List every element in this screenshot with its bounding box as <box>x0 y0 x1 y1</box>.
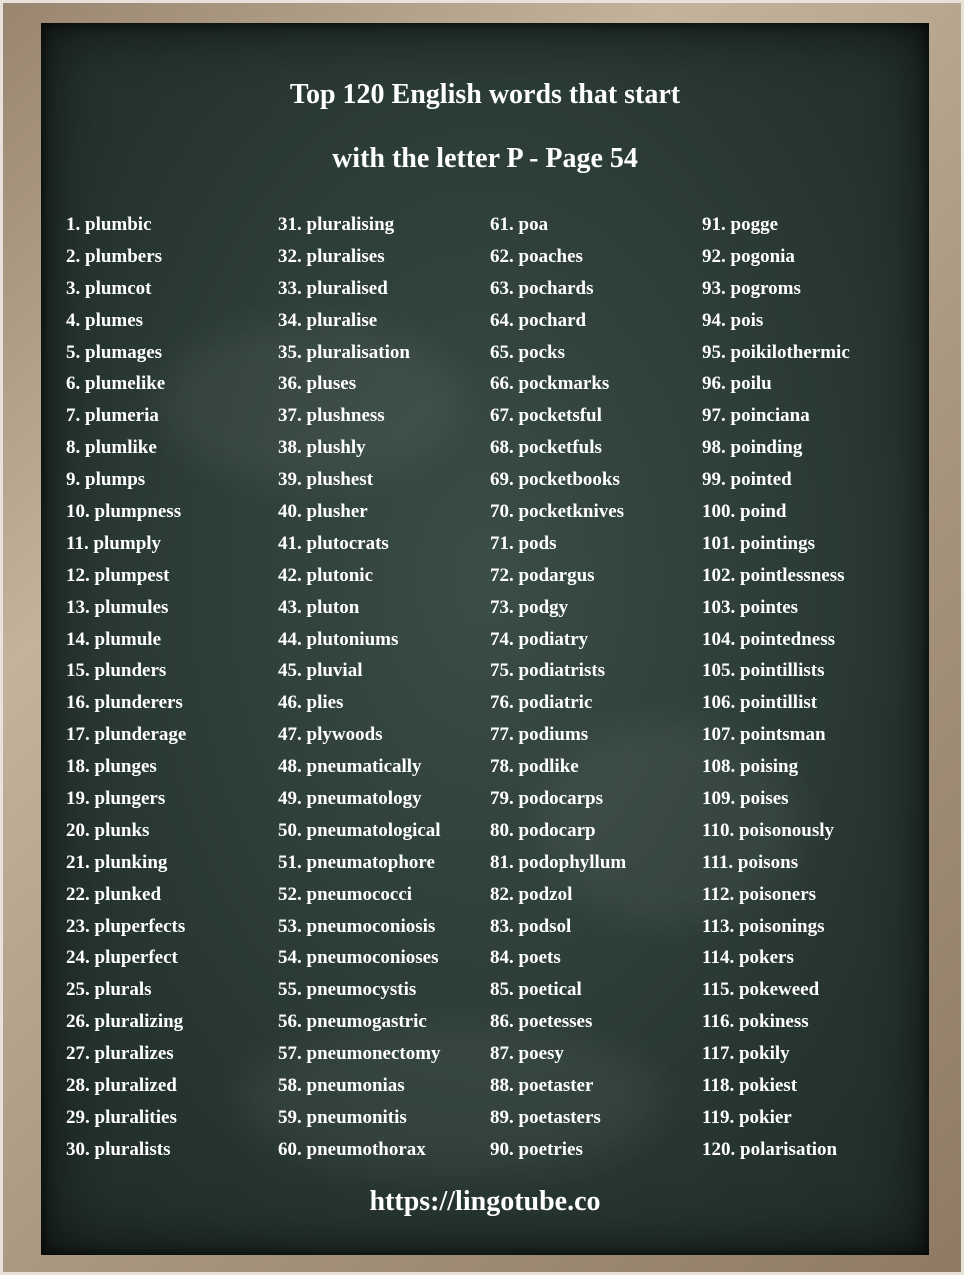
word-item: 40. plusher <box>278 501 368 523</box>
word-item: 37. plushness <box>278 405 385 427</box>
word-item: 110. poisonously <box>702 819 834 841</box>
word-item: 97. poinciana <box>702 405 810 427</box>
word-item: 52. pneumococci <box>278 883 413 905</box>
word-item: 1. plumbic <box>66 214 152 235</box>
word-item: 84. poets <box>490 947 561 969</box>
word-item: 77. podiums <box>490 724 589 746</box>
word-item: 63. pochards <box>490 277 594 299</box>
word-item: 21. plunking <box>66 851 168 873</box>
word-item: 30. pluralists <box>66 1138 171 1160</box>
word-item: 113. poisonings <box>702 915 825 937</box>
word-item: 24. pluperfect <box>66 947 178 969</box>
word-item: 104. pointedness <box>702 628 836 650</box>
page-title-line-2: with the letter P - Page 54 <box>332 143 638 174</box>
word-item: 13. plumules <box>66 596 169 618</box>
word-item: 83. podsol <box>490 915 572 937</box>
word-item: 58. pneumonias <box>278 1075 405 1097</box>
word-item: 74. podiatry <box>490 628 589 650</box>
word-item: 115. pokeweed <box>702 979 820 1001</box>
word-item: 79. podocarps <box>490 788 603 810</box>
word-item: 20. plunks <box>66 819 150 841</box>
word-item: 116. pokiness <box>702 1011 809 1033</box>
word-item: 35. pluralisation <box>278 341 410 363</box>
word-item: 43. pluton <box>278 596 360 618</box>
word-item: 88. poetaster <box>490 1075 594 1097</box>
word-item: 95. poikilothermic <box>702 341 850 363</box>
word-item: 98. poinding <box>702 437 803 459</box>
word-item: 69. pocketbooks <box>490 469 620 491</box>
word-column-4 <box>702 213 850 1170</box>
word-item: 100. poind <box>702 501 787 523</box>
word-item: 27. pluralizes <box>66 1043 174 1065</box>
word-item: 107. pointsman <box>702 724 826 746</box>
word-item: 62. poaches <box>490 245 583 267</box>
word-item: 2. plumbers <box>66 245 163 267</box>
word-item: 117. pokily <box>702 1043 790 1065</box>
word-item: 10. plumpness <box>66 501 182 523</box>
word-item: 76. podiatric <box>490 692 593 714</box>
word-item: 7. plumeria <box>66 405 159 427</box>
word-item: 26. pluralizing <box>66 1011 184 1033</box>
word-item: 108. poising <box>702 756 799 778</box>
word-item: 38. plushly <box>278 437 366 459</box>
word-item: 59. pneumonitis <box>278 1106 407 1128</box>
word-item: 12. plumpest <box>66 564 170 586</box>
word-item: 103. pointes <box>702 596 799 618</box>
word-item: 102. pointlessness <box>702 564 845 586</box>
word-item: 90. poetries <box>490 1138 583 1160</box>
word-item: 89. poetasters <box>490 1106 601 1128</box>
word-item: 111. poisons <box>702 851 799 873</box>
word-item: 82. podzol <box>490 883 573 905</box>
word-item: 48. pneumatically <box>278 756 422 778</box>
word-item: 68. pocketfuls <box>490 437 602 459</box>
word-item: 120. polarisation <box>702 1138 838 1160</box>
word-item: 33. pluralised <box>278 277 388 299</box>
word-item: 44. plutoniums <box>278 628 399 650</box>
word-item: 80. podocarp <box>490 819 596 841</box>
word-item: 118. pokiest <box>702 1075 798 1097</box>
word-item: 86. poetesses <box>490 1011 593 1033</box>
word-item: 3. plumcot <box>66 277 152 299</box>
word-item: 73. podgy <box>490 596 569 618</box>
word-item: 53. pneumoconiosis <box>278 915 436 937</box>
word-item: 16. plunderers <box>66 692 183 714</box>
word-item: 92. pogonia <box>702 245 795 267</box>
word-item: 18. plunges <box>66 756 157 778</box>
word-item: 54. pneumoconioses <box>278 947 439 969</box>
word-item: 56. pneumogastric <box>278 1011 427 1033</box>
word-item: 8. plumlike <box>66 437 157 459</box>
word-item: 25. plurals <box>66 979 152 1001</box>
word-item: 14. plumule <box>66 628 162 650</box>
word-item: 114. pokers <box>702 947 794 969</box>
word-item: 5. plumages <box>66 341 163 363</box>
word-item: 39. plushest <box>278 469 374 491</box>
word-item: 64. pochard <box>490 309 587 331</box>
word-item: 70. pocketknives <box>490 501 625 523</box>
word-item: 23. pluperfects <box>66 915 186 937</box>
word-item: 29. pluralities <box>66 1106 177 1128</box>
word-item: 85. poetical <box>490 979 582 1001</box>
word-item: 4. plumes <box>66 309 144 331</box>
word-item: 41. plutocrats <box>278 532 389 554</box>
word-item: 51. pneumatophore <box>278 851 435 873</box>
word-item: 49. pneumatology <box>278 788 422 810</box>
word-item: 46. plies <box>278 692 344 714</box>
word-item: 15. plunders <box>66 660 167 682</box>
word-item: 50. pneumatological <box>278 819 441 841</box>
word-item: 78. podlike <box>490 756 579 778</box>
word-item: 31. pluralising <box>278 214 395 235</box>
word-item: 67. pocketsful <box>490 405 602 427</box>
word-item: 112. poisoners <box>702 883 817 905</box>
word-item: 55. pneumocystis <box>278 979 417 1001</box>
word-item: 65. pocks <box>490 341 565 363</box>
word-item: 22. plunked <box>66 883 162 905</box>
word-item: 9. plumps <box>66 469 146 491</box>
word-item: 17. plunderage <box>66 724 187 746</box>
word-item: 47. plywoods <box>278 724 383 746</box>
word-item: 96. poilu <box>702 373 772 395</box>
word-item: 36. pluses <box>278 373 357 395</box>
word-item: 105. pointillists <box>702 660 825 682</box>
word-item: 94. pois <box>702 309 764 331</box>
word-item: 6. plumelike <box>66 373 166 395</box>
word-item: 57. pneumonectomy <box>278 1043 441 1065</box>
word-item: 71. pods <box>490 532 557 554</box>
word-item: 19. plungers <box>66 788 166 810</box>
word-item: 45. pluvial <box>278 660 363 682</box>
footer-url: https://lingotube.co <box>369 1186 601 1217</box>
word-item: 28. pluralized <box>66 1075 177 1097</box>
word-item: 87. poesy <box>490 1043 564 1065</box>
chalkboard <box>41 23 929 1255</box>
word-column-2 <box>278 213 441 1170</box>
word-item: 66. pockmarks <box>490 373 610 395</box>
word-item: 81. podophyllum <box>490 851 627 873</box>
word-item: 60. pneumothorax <box>278 1138 426 1160</box>
word-item: 72. podargus <box>490 564 595 586</box>
word-item: 42. plutonic <box>278 564 374 586</box>
word-item: 11. plumply <box>66 532 162 554</box>
word-item: 61. poa <box>490 214 549 235</box>
word-item: 93. pogroms <box>702 277 801 299</box>
word-item: 75. podiatrists <box>490 660 606 682</box>
word-item: 34. pluralise <box>278 309 378 331</box>
word-item: 99. pointed <box>702 469 792 491</box>
word-column-1 <box>66 213 186 1170</box>
word-item: 101. pointings <box>702 532 815 554</box>
word-item: 32. pluralises <box>278 245 385 267</box>
word-item: 119. pokier <box>702 1106 792 1128</box>
word-item: 91. pogge <box>702 214 778 235</box>
word-column-3 <box>490 213 626 1170</box>
word-item: 109. poises <box>702 788 789 810</box>
word-item: 106. pointillist <box>702 692 818 714</box>
page-title-line-1: Top 120 English words that start <box>289 79 681 110</box>
